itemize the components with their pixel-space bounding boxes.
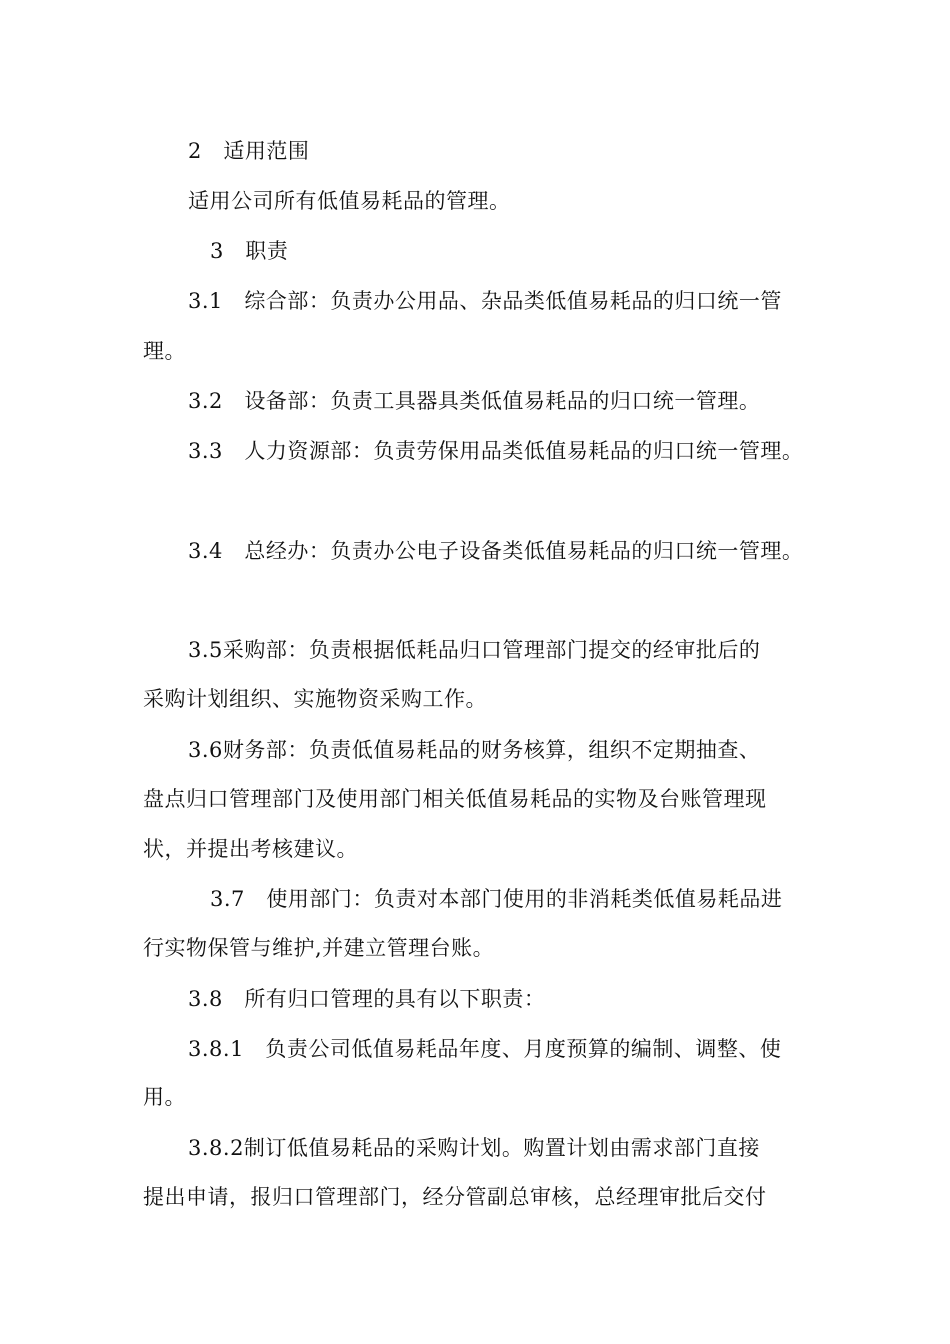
item-3-8-2-line1: 3.8.2制订低值易耗品的采购计划。购置计划由需求部门直接	[188, 1136, 760, 1160]
item-3-5-line1: 3.5采购部：负责根据低耗品归口管理部门提交的经审批后的	[188, 638, 761, 662]
item-3-1-line1: 3.1 综合部：负责办公用品、杂品类低值易耗品的归口统一管	[188, 289, 782, 313]
item-3-4: 3.4 总经办：负责办公电子设备类低值易耗品的归口统一管理。	[188, 539, 804, 563]
section-2-heading: 2 适用范围	[188, 139, 310, 163]
item-3-8-1-line2: 用。	[143, 1085, 186, 1109]
item-3-5-line2: 采购计划组织、实施物资采购工作。	[143, 687, 487, 711]
section-2-body: 适用公司所有低值易耗品的管理。	[188, 189, 511, 213]
item-3-1-line2: 理。	[143, 339, 186, 363]
item-3-3: 3.3 人力资源部：负责劳保用品类低值易耗品的归口统一管理。	[188, 439, 804, 463]
item-3-6-line2: 盘点归口管理部门及使用部门相关低值易耗品的实物及台账管理现	[143, 787, 767, 811]
item-3-2: 3.2 设备部：负责工具器具类低值易耗品的归口统一管理。	[188, 389, 761, 413]
section-3-heading: 3 职责	[210, 239, 289, 263]
item-3-7-line1: 3.7 使用部门：负责对本部门使用的非消耗类低值易耗品进	[210, 887, 783, 911]
item-3-8-2-line2: 提出申请，报归口管理部门，经分管副总审核，总经理审批后交付	[143, 1185, 767, 1209]
item-3-6-line3: 状，并提出考核建议。	[143, 837, 358, 861]
item-3-8: 3.8 所有归口管理的具有以下职责：	[188, 987, 546, 1011]
item-3-6-line1: 3.6财务部：负责低值易耗品的财务核算，组织不定期抽查、	[188, 738, 761, 762]
item-3-8-1-line1: 3.8.1 负责公司低值易耗品年度、月度预算的编制、调整、使	[188, 1037, 782, 1061]
item-3-7-line2: 行实物保管与维护,并建立管理台账。	[143, 936, 495, 960]
